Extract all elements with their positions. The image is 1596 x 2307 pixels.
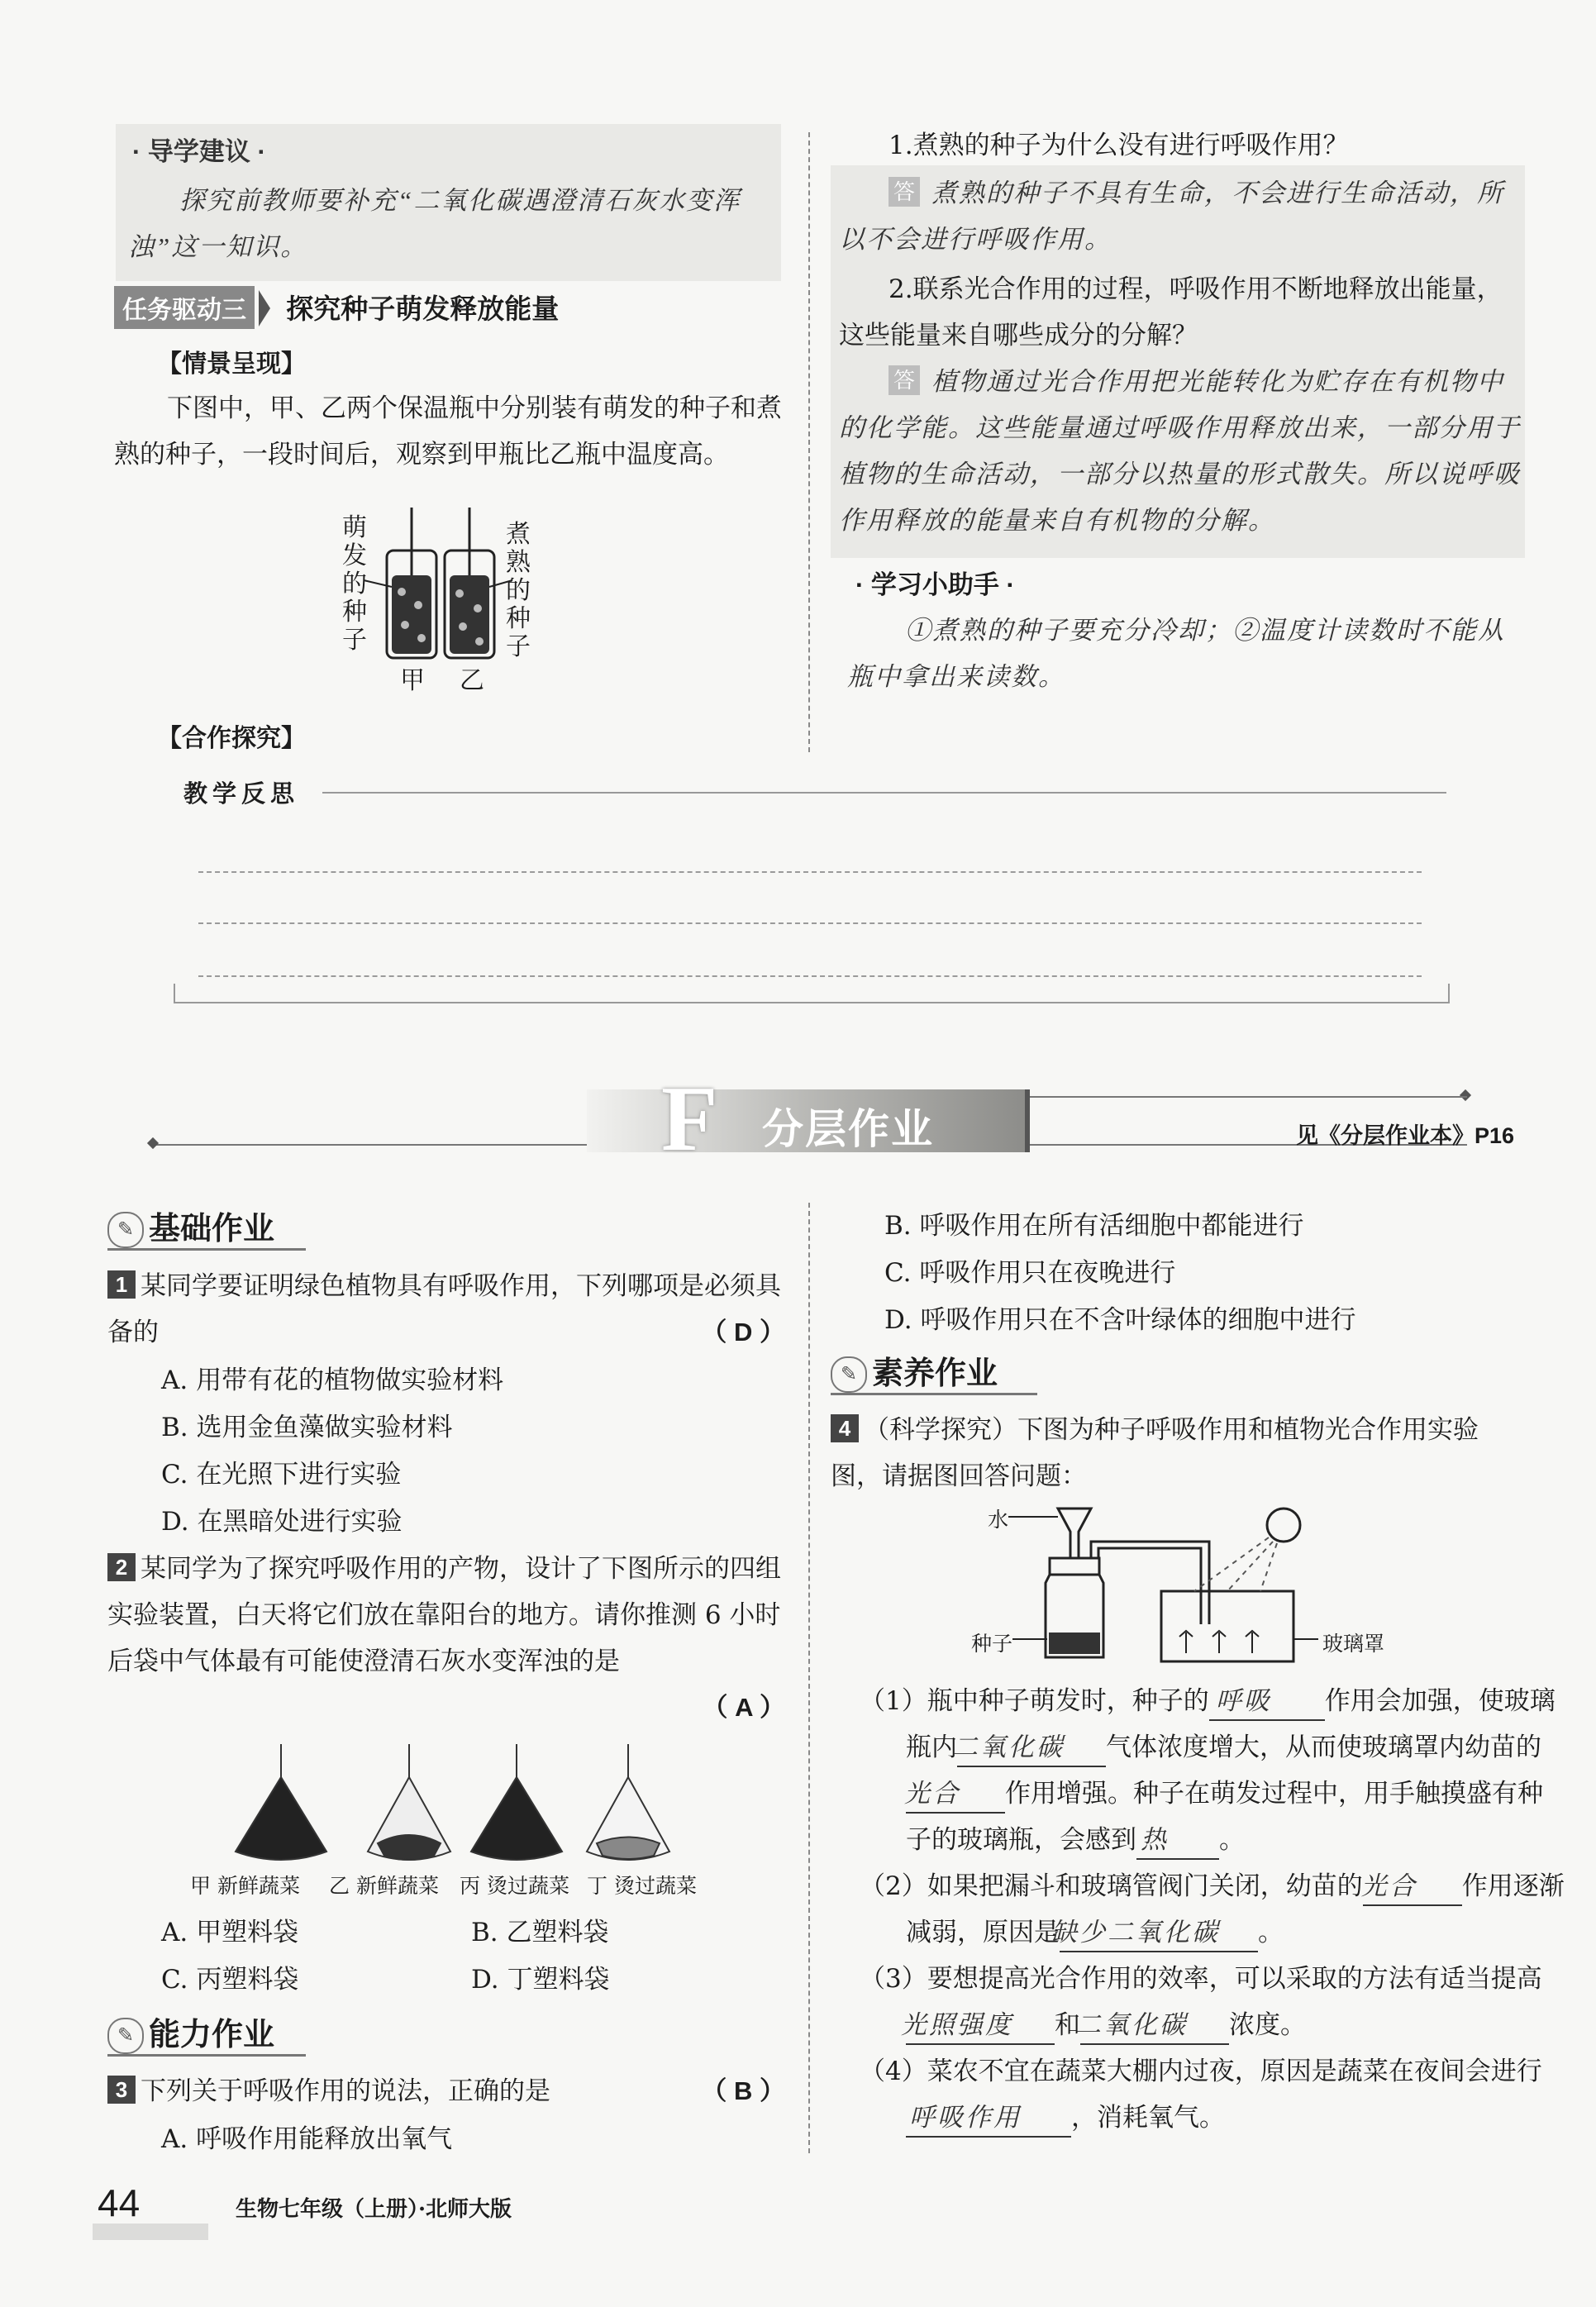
q4-text: （科学探究）下图为种子呼吸作用和植物光合作用实验图，请据图回答问题： xyxy=(831,1415,1479,1491)
q2-option-b: B. 乙塑料袋 xyxy=(471,1918,609,1947)
banner-rule-dot-left xyxy=(147,1137,159,1149)
p2-blank-1: 光合 xyxy=(1363,1868,1462,1906)
q3-text: 下列关于呼吸作用的说法，正确的是 xyxy=(141,2076,550,2106)
q2-text: 某同学为了探究呼吸作用的产物，设计了下图所示的四组实验装置，白天将它们放在靠阳台的地方。请你推测 6 小时后袋中气体最有可能使澄清石灰水变浑浊的是 xyxy=(107,1554,781,1676)
p2-text-d: 。 xyxy=(1258,1918,1284,1947)
p1-blank-1: 呼吸 xyxy=(1209,1683,1325,1721)
quality-header xyxy=(831,1347,998,1393)
q2-question: 2.联系光合作用的过程，呼吸作用不断地释放出能量，这些能量来自哪些成分的分解？ xyxy=(839,274,1503,350)
p3-blank-2: 二氧化碳 xyxy=(1080,2007,1229,2045)
ability-pencil-icon: ✎ xyxy=(107,2018,144,2054)
q4-part-2 xyxy=(860,1863,1567,1956)
q3-option-b: B. 呼吸作用在所有活细胞中都能进行 xyxy=(884,1211,1304,1241)
q4-part-1 xyxy=(860,1678,1567,1863)
q2-option-c: C. 丙塑料袋 xyxy=(161,1965,299,1995)
plastic-bags-figure xyxy=(186,1736,847,1868)
banner-letter: F xyxy=(661,1068,718,1170)
q1-answer: （ D ） xyxy=(701,1318,785,1347)
bag-label-a: 甲 新鲜蔬菜 xyxy=(190,1874,300,1898)
task3-arrow-icon xyxy=(259,290,270,327)
q2-option-d: D. 丁塑料袋 xyxy=(471,1965,610,1995)
basic-pencil-icon: ✎ xyxy=(107,1212,144,1248)
q4-number: 4 xyxy=(831,1414,859,1442)
q1-option-a: A. 用带有花的植物做实验材料 xyxy=(161,1366,504,1395)
p1-text-d: 气体浓度增大，从而使玻璃罩内幼苗的 xyxy=(1106,1733,1541,1762)
q1-option-d: D. 在黑暗处进行实验 xyxy=(161,1507,403,1537)
p1-blank-3: 光合 xyxy=(906,1776,1005,1814)
p1-text-c: 作用会加强，使玻璃瓶内 xyxy=(906,1686,1556,1762)
task3-header xyxy=(114,286,559,329)
p3-blank-1: 光照强度 xyxy=(906,2007,1055,2045)
scene-text: 下图中，甲、乙两个保温瓶中分别装有萌发的种子和煮熟的种子，一段时间后，观察到甲瓶比乙瓶中温度高。 xyxy=(114,393,782,470)
quality-heading: 素养作业 xyxy=(872,1356,998,1391)
answer-2 xyxy=(839,359,1525,544)
apparatus-glass-label: 玻璃罩 xyxy=(1322,1632,1385,1656)
ability-header xyxy=(107,2009,274,2054)
p1-blank-4: 热 xyxy=(1136,1822,1219,1860)
p2-text-c: 作用逐渐减弱，原因是 xyxy=(906,1871,1565,1947)
basic-header-underline xyxy=(107,1248,306,1251)
q2-number: 2 xyxy=(107,1553,136,1581)
bag-label-b: 乙 新鲜蔬菜 xyxy=(329,1874,439,1898)
helper-heading: · 学习小助手 · xyxy=(855,570,1015,599)
banner-rule-dot-right xyxy=(1460,1089,1471,1101)
apparatus-seed-label: 种子 xyxy=(971,1632,1013,1656)
p1-text-a: （1）瓶中种子萌发时，种子的 xyxy=(860,1686,1209,1716)
germinating-seed-label: 萌发的种子 xyxy=(342,513,367,655)
answer-2-text: 植物通过光合作用把光能转化为贮存在有机物中的化学能。这些能量通过呼吸作用释放出来，一部分用于植物的生命活动，一部分以热量的形式散失。所以说呼吸作用释放的能量来自有机物的分解。 xyxy=(839,367,1521,535)
p2-text-a: （2）如果把漏斗和玻璃管阀门关闭，幼苗的 xyxy=(860,1871,1363,1901)
q3-block xyxy=(107,2068,785,2114)
bag-label-d: 丁 烫过蔬菜 xyxy=(587,1874,697,1898)
page-number: 44 xyxy=(98,2181,141,2224)
scene-label: 【情景呈现】 xyxy=(157,350,306,378)
q3-option-c: C. 呼吸作用只在夜晚进行 xyxy=(884,1258,1176,1288)
q3-answer: （ B ） xyxy=(701,2076,785,2105)
q4-block xyxy=(831,1407,1517,1499)
column-divider-bottom xyxy=(808,1203,810,2153)
q1-option-b: B. 选用金鱼藻做实验材料 xyxy=(161,1413,453,1442)
p3-text-a: （3）要想提高光合作用的效率，可以采取的方法有适当提高 xyxy=(860,1964,1542,1994)
footer-band xyxy=(93,2224,208,2240)
boiled-seed-label: 煮熟的种子 xyxy=(506,520,531,661)
quality-header-underline xyxy=(831,1393,1037,1395)
answer-1 xyxy=(839,170,1525,263)
p1-blank-2: 二氧化碳 xyxy=(957,1729,1106,1767)
ability-heading: 能力作业 xyxy=(149,2018,275,2052)
q1-option-c: C. 在光照下进行实验 xyxy=(161,1460,402,1490)
coop-label: 【合作探究】 xyxy=(157,725,306,752)
p3-text-c: 和 xyxy=(1055,2010,1080,2040)
q1-number: 1 xyxy=(107,1270,136,1299)
reflection-top-rule xyxy=(322,792,1446,794)
answer-1-text: 煮熟的种子不具有生命，不会进行生命活动，所以不会进行呼吸作用。 xyxy=(839,179,1505,254)
thermos-figure xyxy=(339,501,554,695)
q4-part-3 xyxy=(860,1956,1567,2048)
q3-option-a: A. 呼吸作用能释放出氧气 xyxy=(161,2124,453,2154)
p1-text-e: 作用增强。种子在萌发过程中，用手触摸盛有种子的玻璃瓶，会感到 xyxy=(906,1779,1543,1855)
p3-text-d: 浓度。 xyxy=(1229,2010,1306,2040)
q2-block xyxy=(107,1546,785,1722)
task3-title: 探究种子萌发释放能量 xyxy=(286,293,560,324)
quality-pencil-icon: ✎ xyxy=(831,1356,867,1393)
p2-blank-2: 缺少二氧化碳 xyxy=(1060,1914,1258,1952)
banner-rule-top xyxy=(1025,1096,1467,1098)
banner-title: 分层作业 xyxy=(762,1106,934,1152)
task3-tag: 任务驱动三 xyxy=(114,286,255,329)
q1-question: 1.煮熟的种子为什么没有进行呼吸作用？ xyxy=(889,131,1349,160)
guide-text: 探究前教师要补充“二氧化碳遇澄清石灰水变浑浊”这一知识。 xyxy=(128,186,741,261)
column-divider-top xyxy=(808,132,810,752)
reflection-line-1 xyxy=(198,871,1422,873)
thermos-a-label: 甲 xyxy=(400,666,425,695)
q2-answer: （ A ） xyxy=(702,1693,785,1722)
p4-text-a: （4）菜农不宜在蔬菜大棚内过夜，原因是蔬菜在夜间会进行 xyxy=(860,2057,1542,2086)
q1-block xyxy=(107,1263,785,1356)
thermos-drawing xyxy=(339,501,554,691)
p1-text-f: 。 xyxy=(1219,1825,1245,1855)
ability-header-underline xyxy=(107,2054,306,2057)
p4-text-c: ，消耗氧气。 xyxy=(1071,2103,1225,2133)
book-title: 生物七年级（上册）·北师大版 xyxy=(236,2197,512,2222)
guide-heading: · 导学建议 · xyxy=(132,137,266,166)
apparatus-figure xyxy=(971,1500,1417,1666)
basic-header xyxy=(107,1203,274,1248)
q4-part-4 xyxy=(860,2048,1567,2141)
reflection-label: 教学反思 xyxy=(183,781,300,808)
apparatus-water-label: 水 xyxy=(988,1508,1009,1532)
basic-heading: 基础作业 xyxy=(149,1212,275,1246)
thermos-b-label: 乙 xyxy=(460,666,484,695)
q2-option-a: A. 甲塑料袋 xyxy=(161,1918,299,1947)
helper-text: ①煮熟的种子要充分冷却；②温度计读数时不能从瓶中拿出来读数。 xyxy=(847,616,1505,691)
reflection-line-3 xyxy=(198,975,1422,977)
answer-mark-1: 答 xyxy=(889,177,920,207)
q3-number: 3 xyxy=(107,2076,136,2104)
reflection-frame xyxy=(174,984,1450,1003)
banner-ref: 见《分层作业本》P16 xyxy=(1296,1123,1515,1148)
p4-blank-1: 呼吸作用 xyxy=(906,2100,1071,2138)
answer-mark-2: 答 xyxy=(889,365,920,395)
q3-option-d: D. 呼吸作用只在不含叶绿体的细胞中进行 xyxy=(884,1305,1356,1335)
q1-text: 某同学要证明绿色植物具有呼吸作用，下列哪项是必须具备的 xyxy=(107,1271,781,1347)
bag-label-c: 丙 烫过蔬菜 xyxy=(460,1874,569,1898)
reflection-line-2 xyxy=(198,922,1422,924)
